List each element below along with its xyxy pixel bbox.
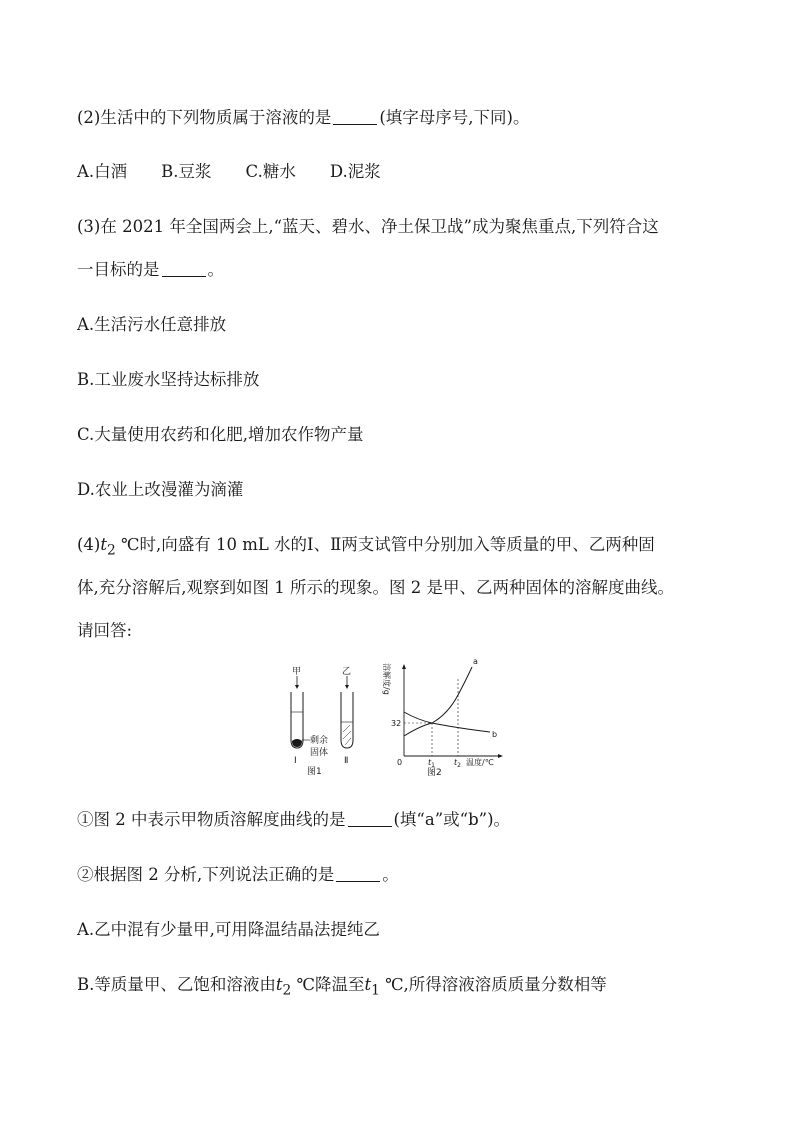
origin-label: 0 (397, 758, 403, 767)
q4-number: (4) (77, 535, 101, 554)
figure2-solubility-chart (382, 657, 503, 778)
q2-answer-blank[interactable] (333, 108, 377, 125)
q2-option-d: D.泥浆 (329, 162, 381, 181)
q4-sub2-option-a: A.乙中混有少量甲,可用降温结晶法提纯乙 (77, 920, 380, 939)
q3-option-a: A.生活污水任意排放 (77, 315, 227, 334)
figures (282, 652, 512, 778)
q2-option-b: B.豆浆 (161, 162, 212, 181)
curve-a-label: a (473, 657, 478, 666)
q3-stem-line2 (77, 259, 224, 281)
x-tick-t2 (454, 758, 461, 769)
option-b-t2-symbol: t (275, 975, 283, 994)
option-b-t1-sub: 1 (371, 982, 380, 999)
q4-sub1-answer-blank[interactable] (348, 810, 392, 827)
q4-sub1-text: ①图 2 中表示甲物质溶解度曲线的是 (77, 810, 346, 829)
figure2-caption: 图2 (427, 768, 442, 778)
q4-temp-subscript: 2 (107, 542, 116, 559)
q4-stem-line1 (77, 534, 655, 561)
q3-option-b: B.工业废水坚持达标排放 (77, 370, 260, 389)
q4-stem-line2: 体,充分溶解后,观察到如图 1 所示的现象。图 2 是甲、乙两种固体的溶解度曲线。 (77, 578, 674, 597)
q3-answer-blank[interactable] (162, 260, 206, 277)
tube2-arrow-head (345, 685, 349, 689)
tube2-hatch-2 (343, 731, 351, 739)
y-tick-32: 32 (391, 719, 402, 728)
q4-sub2-option-b (77, 974, 607, 1001)
curve-b-label: b (492, 730, 498, 739)
option-b-t2-sub: 2 (282, 982, 292, 999)
tube1-label: 甲 (292, 667, 302, 677)
q4-stem-line3: 请回答: (77, 621, 133, 640)
q4-sub2-answer-blank[interactable] (336, 865, 380, 882)
tube2-hatch-3 (345, 738, 351, 745)
curve-a (404, 667, 472, 736)
figure-svg (282, 652, 512, 778)
tube1-residue (292, 739, 302, 747)
q2-option-c: C.糖水 (245, 162, 296, 181)
q3-stem-tail: 。 (207, 260, 224, 279)
tube2-label: 乙 (342, 667, 352, 677)
figure1-caption: 图1 (307, 767, 322, 777)
tube2 (341, 692, 353, 748)
tube2-hatch-1 (343, 725, 350, 732)
option-b-text-3: ℃,所得溶液溶质质量分数相等 (379, 975, 607, 994)
tube1-numeral: Ⅰ (294, 756, 297, 766)
q4-stem-text: ℃时,向盛有 10 mL 水的Ⅰ、Ⅱ两支试管中分别加入等质量的甲、乙两种固 (115, 535, 655, 554)
q3-option-d: D.农业上改漫灌为滴灌 (77, 480, 244, 499)
figure1-test-tubes (291, 666, 353, 777)
x-tick-t1-sub: 1 (431, 762, 435, 769)
q2-stem-text: (2)生活中的下列物质属于溶液的是 (77, 108, 332, 127)
q3-option-c: C.大量使用农药和化肥,增加农作物产量 (77, 425, 364, 444)
option-b-t1-symbol: t (364, 975, 372, 994)
x-axis-arrow (498, 754, 503, 758)
tube2-numeral: Ⅱ (344, 756, 349, 766)
q4-sub2 (77, 864, 399, 886)
q4-sub2-text: ②根据图 2 分析,下列说法正确的是 (77, 865, 335, 884)
residue-label-1: 剩余 (310, 736, 329, 746)
x-tick-t2-sub: 2 (457, 762, 461, 769)
q2-stem (77, 107, 530, 129)
q4-temp-symbol: t (100, 535, 108, 554)
option-b-text-1: B.等质量甲、乙饱和溶液由 (77, 975, 276, 994)
q2-stem-tail: (填字母序号,下同)。 (379, 108, 530, 127)
q2-option-a: A.白酒 (77, 162, 128, 181)
option-b-text-2: ℃降温至 (291, 975, 365, 994)
q2-options (77, 161, 415, 183)
tube1-arrow-head (295, 685, 299, 689)
q3-stem-line1: (3)在 2021 年全国两会上,“蓝天、碧水、净土保卫战”成为聚焦重点,下列符合这 (77, 217, 659, 236)
q4-sub1 (77, 809, 510, 831)
y-axis-arrow (402, 664, 406, 669)
x-tick-t2-symbol: t (454, 758, 458, 767)
residue-label-2: 固体 (310, 748, 329, 758)
x-axis-label: 温度/℃ (466, 758, 494, 767)
y-axis-label: 溶解度/g (382, 663, 391, 695)
q4-sub1-tail: (填“a”或“b”)。 (393, 810, 511, 829)
q4-sub2-tail: 。 (382, 865, 399, 884)
x-tick-t1-symbol: t (428, 758, 432, 767)
q3-stem-text: 一目标的是 (77, 260, 160, 279)
